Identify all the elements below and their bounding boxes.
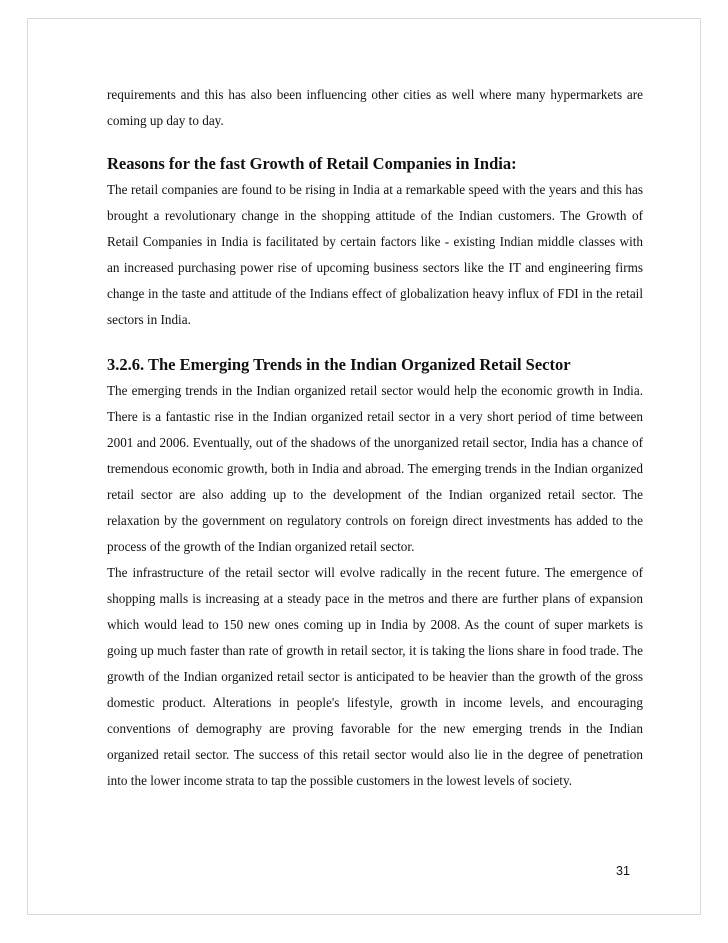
- emerging-trends-paragraph-2: The infrastructure of the retail sector will evolve radically in the recent future. The emergence of shopping malls is increasing at a steady pace in the metros and there are further plans of expansion which would lead to 150 new ones coming up in India by 2008. As the count of super markets is going up much faster than rate of growth in retail sector, it is taking the lions share in food trade. The growth of the Indian organized retail sector is anticipated to be heavier than the growth of the gross domestic product. Alterations in people's lifestyle, growth in income levels, and encouraging conventions of demography are proving favorable for the new emerging trends in the Indian organized retail sector. The success of this retail sector would also lie in the degree of penetration into the lower income strata to tap the possible customers in the lowest levels of society.: [107, 565, 643, 788]
- section-heading-emerging-trends: 3.2.6. The Emerging Trends in the Indian Organized Retail Sector: [107, 355, 571, 374]
- document-body: [107, 82, 643, 794]
- retail-growth-paragraph: The retail companies are found to be rising in India at a remarkable speed with the years and this has brought a revolutionary change in the shopping attitude of the Indian customers. The Growth of Retail Companies in India is facilitated by certain factors like - existing Indian middle classes with an increased purchasing power rise of upcoming business sectors like the IT and engineering firms change in the taste and attitude of the Indians effect of globalization heavy influx of FDI in the retail sectors in India.: [107, 182, 643, 327]
- section-heading-retail-growth: Reasons for the fast Growth of Retail Companies in India:: [107, 154, 517, 173]
- intro-paragraph: requirements and this has also been influencing other cities as well where many hypermarkets are coming up day to day.: [107, 87, 643, 128]
- spacer: [107, 134, 643, 151]
- emerging-trends-paragraph-1: The emerging trends in the Indian organized retail sector would help the economic growth in India. There is a fantastic rise in the Indian organized retail sector in a very short period of time between 2001 and 2006. Eventually, out of the shadows of the unorganized retail sector, India has a chance of tremendous economic growth, both in India and abroad. The emerging trends in the Indian organized retail sector are also adding up to the development of the Indian organized retail sector. The relaxation by the government on regulatory controls on foreign direct investments has added to the process of the growth of the Indian organized retail sector.: [107, 383, 643, 554]
- spacer: [107, 333, 643, 352]
- page-number: 31: [616, 864, 630, 878]
